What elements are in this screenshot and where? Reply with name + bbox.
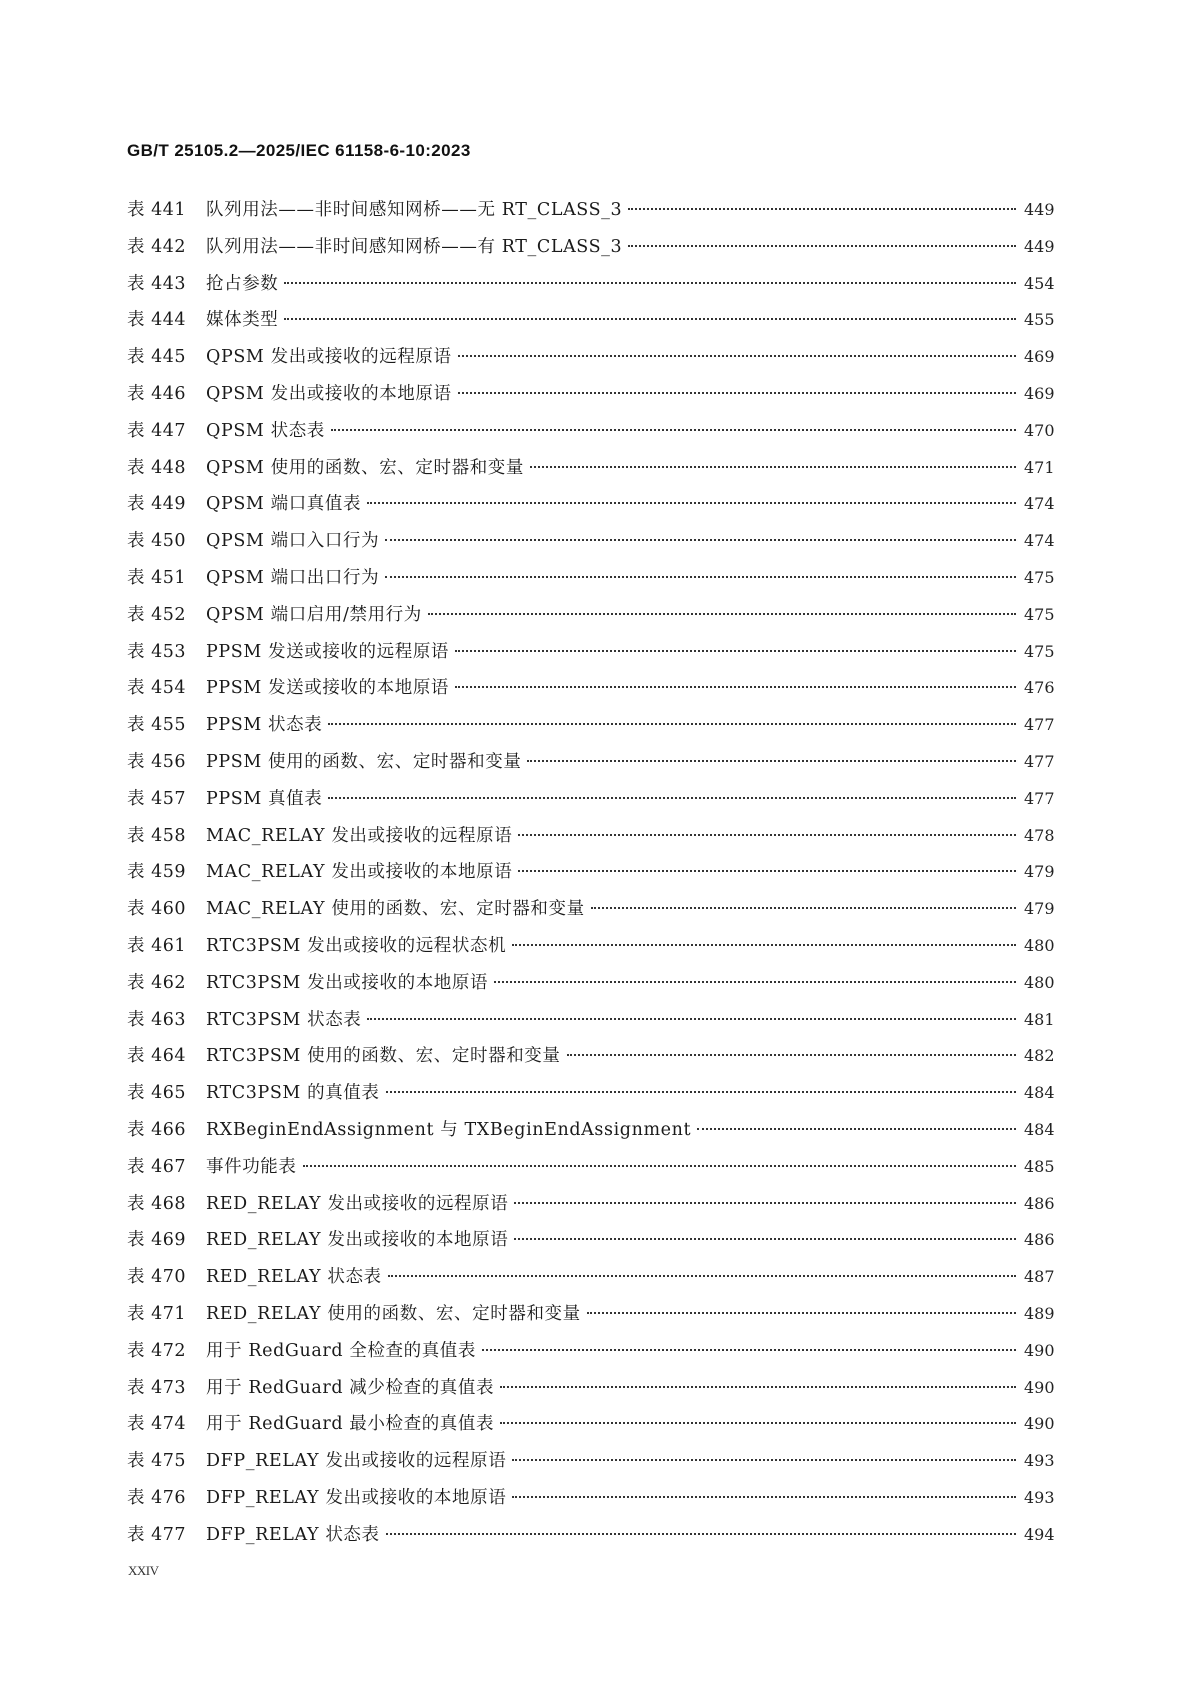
toc-entry-number: 表 469 [127, 1230, 186, 1251]
toc-dot-leader [512, 1444, 1016, 1466]
toc-entry-title: DFP_RELAY 发出或接收的本地原语 [206, 1487, 507, 1508]
toc-entry-page: 489 [1024, 1303, 1055, 1323]
toc-entry[interactable] [127, 1113, 1054, 1150]
toc-entry-title: MAC_RELAY 发出或接收的本地原语 [206, 862, 513, 883]
toc-entry-page: 487 [1024, 1267, 1055, 1287]
toc-entry[interactable] [127, 414, 1054, 451]
toc-entry[interactable] [127, 230, 1054, 267]
toc-dot-leader [386, 1076, 1016, 1098]
toc-entry-number: 表 441 [127, 200, 186, 220]
toc-entry-title: 用于 RedGuard 减少检查的真值表 [206, 1377, 495, 1398]
toc-entry-title: PPSM 真值表 [206, 788, 323, 809]
toc-dot-leader [697, 1113, 1016, 1135]
toc-entry-title: 队列用法——非时间感知网桥——有 RT_CLASS_3 [206, 236, 623, 257]
toc-entry[interactable] [127, 1039, 1054, 1076]
toc-entry-number: 表 448 [127, 457, 186, 478]
toc-entry-page: 484 [1024, 1119, 1055, 1139]
toc-entry-number: 表 464 [127, 1046, 186, 1067]
toc-entry-title: QPSM 状态表 [206, 420, 325, 441]
toc-entry-title: DFP_RELAY 状态表 [206, 1524, 380, 1545]
toc-entry-page: 449 [1024, 236, 1055, 256]
toc-dot-leader [328, 782, 1016, 804]
toc-entry-number: 表 477 [127, 1524, 186, 1545]
toc-entry-number: 表 443 [127, 273, 186, 294]
toc-dot-leader [458, 377, 1016, 399]
toc-entry[interactable] [127, 1371, 1054, 1408]
toc-entry-number: 表 457 [127, 788, 186, 809]
toc-entry[interactable] [127, 1003, 1054, 1040]
toc-entry-number: 表 472 [127, 1340, 186, 1361]
table-of-contents [127, 193, 1054, 1554]
toc-dot-leader [628, 230, 1016, 252]
toc-entry-title: QPSM 端口启用/禁用行为 [206, 604, 422, 625]
toc-dot-leader [284, 267, 1016, 289]
toc-entry-number: 表 474 [127, 1414, 186, 1435]
toc-entry-number: 表 442 [127, 236, 186, 257]
toc-entry-number: 表 465 [127, 1083, 186, 1104]
toc-entry-page: 480 [1024, 972, 1055, 992]
toc-entry-title: QPSM 端口出口行为 [206, 567, 380, 588]
toc-dot-leader [482, 1334, 1016, 1356]
toc-entry-page: 475 [1024, 567, 1055, 587]
toc-entry[interactable] [127, 451, 1054, 488]
toc-dot-leader [591, 892, 1016, 914]
toc-dot-leader [284, 303, 1016, 325]
toc-entry-title: RTC3PSM 状态表 [206, 1009, 362, 1030]
toc-entry-page: 470 [1024, 420, 1055, 440]
toc-entry-page: 455 [1024, 310, 1055, 330]
toc-entry-title: RXBeginEndAssignment 与 TXBeginEndAssignment [206, 1119, 692, 1140]
toc-entry-title: DFP_RELAY 发出或接收的远程原语 [206, 1451, 507, 1472]
toc-entry-title: RTC3PSM 发出或接收的远程状态机 [206, 935, 507, 956]
toc-entry-title: RED_RELAY 发出或接收的远程原语 [206, 1193, 509, 1214]
toc-dot-leader [385, 524, 1016, 546]
toc-entry-page: 477 [1024, 715, 1055, 735]
toc-dot-leader [567, 1039, 1016, 1061]
toc-entry-title: RTC3PSM 使用的函数、宏、定时器和变量 [206, 1046, 561, 1067]
toc-entry-page: 490 [1024, 1377, 1055, 1397]
toc-dot-leader [458, 340, 1016, 362]
toc-entry-page: 454 [1024, 273, 1055, 293]
toc-entry-number: 表 466 [127, 1119, 186, 1140]
toc-entry-page: 474 [1024, 494, 1055, 514]
toc-entry[interactable] [127, 267, 1054, 304]
toc-entry[interactable] [127, 635, 1054, 672]
toc-entry-number: 表 473 [127, 1377, 186, 1398]
toc-dot-leader [331, 414, 1016, 436]
toc-entry-page: 480 [1024, 935, 1055, 955]
toc-entry[interactable] [127, 1407, 1054, 1444]
toc-entry[interactable] [127, 1518, 1054, 1555]
toc-entry-number: 表 468 [127, 1193, 186, 1214]
toc-entry-number: 表 460 [127, 899, 186, 920]
toc-entry-number: 表 459 [127, 862, 186, 883]
toc-entry-number: 表 476 [127, 1487, 186, 1508]
toc-entry-number: 表 475 [127, 1451, 186, 1472]
toc-dot-leader [500, 1371, 1016, 1393]
toc-entry[interactable] [127, 524, 1054, 561]
toc-entry-page: 485 [1024, 1156, 1055, 1176]
toc-entry-number: 表 446 [127, 383, 186, 404]
toc-entry[interactable] [127, 1223, 1054, 1260]
toc-entry-number: 表 450 [127, 531, 186, 552]
toc-entry-page: 477 [1024, 788, 1055, 808]
toc-entry[interactable] [127, 1334, 1054, 1371]
toc-entry[interactable] [127, 892, 1054, 929]
toc-dot-leader [512, 1481, 1016, 1503]
toc-entry-page: 482 [1024, 1046, 1055, 1066]
toc-entry-page: 486 [1024, 1193, 1055, 1213]
toc-entry[interactable] [127, 1444, 1054, 1481]
page-header-standard: GB/T 25105.2—2025/IEC 61158-6-10:2023 [127, 141, 471, 160]
toc-entry[interactable] [127, 819, 1054, 856]
toc-entry-number: 表 445 [127, 347, 186, 368]
toc-entry-title: PPSM 发送或接收的远程原语 [206, 641, 450, 662]
toc-entry-title: 媒体类型 [206, 310, 279, 331]
toc-entry-page: 474 [1024, 531, 1055, 551]
toc-dot-leader [303, 1150, 1017, 1172]
toc-entry-title: MAC_RELAY 发出或接收的远程原语 [206, 825, 513, 846]
toc-entry-title: RTC3PSM 发出或接收的本地原语 [206, 972, 489, 993]
toc-dot-leader [514, 1187, 1016, 1209]
toc-entry[interactable] [127, 929, 1054, 966]
toc-entry-title: RED_RELAY 使用的函数、宏、定时器和变量 [206, 1303, 581, 1324]
toc-dot-leader [587, 1297, 1016, 1319]
toc-entry[interactable] [127, 1297, 1054, 1334]
toc-entry[interactable] [127, 855, 1054, 892]
toc-entry-number: 表 458 [127, 825, 186, 846]
toc-dot-leader [494, 966, 1016, 988]
toc-entry-title: PPSM 使用的函数、宏、定时器和变量 [206, 751, 522, 772]
toc-entry-title: 队列用法——非时间感知网桥——无 RT_CLASS_3 [206, 200, 623, 220]
toc-entry-title: PPSM 状态表 [206, 715, 323, 736]
toc-entry-number: 表 463 [127, 1009, 186, 1030]
toc-dot-leader [530, 451, 1016, 473]
toc-dot-leader [386, 1518, 1016, 1540]
toc-dot-leader [385, 561, 1016, 583]
toc-entry-number: 表 461 [127, 935, 186, 956]
toc-entry[interactable] [127, 1481, 1054, 1518]
toc-entry[interactable] [127, 708, 1054, 745]
toc-entry-title: QPSM 发出或接收的远程原语 [206, 347, 452, 368]
toc-entry-title: PPSM 发送或接收的本地原语 [206, 678, 450, 699]
toc-entry[interactable] [127, 561, 1054, 598]
toc-dot-leader [518, 819, 1016, 841]
page-number: XXIV [128, 1563, 159, 1578]
toc-entry[interactable] [127, 745, 1054, 782]
toc-dot-leader [367, 487, 1016, 509]
toc-entry[interactable] [127, 377, 1054, 414]
toc-entry-number: 表 471 [127, 1303, 186, 1324]
toc-entry[interactable] [127, 487, 1054, 524]
toc-entry-title: RED_RELAY 发出或接收的本地原语 [206, 1230, 509, 1251]
toc-entry[interactable] [127, 1260, 1054, 1297]
toc-entry[interactable] [127, 1187, 1054, 1224]
toc-dot-leader [527, 745, 1016, 767]
toc-entry[interactable] [127, 598, 1054, 635]
toc-entry[interactable] [127, 1150, 1054, 1187]
toc-entry-title: QPSM 端口真值表 [206, 494, 362, 515]
toc-entry[interactable] [127, 782, 1054, 819]
toc-dot-leader [512, 929, 1016, 951]
toc-entry-page: 471 [1024, 457, 1055, 477]
toc-entry-number: 表 454 [127, 678, 186, 699]
toc-entry-page: 475 [1024, 641, 1055, 661]
toc-entry-title: RTC3PSM 的真值表 [206, 1083, 380, 1104]
toc-entry-page: 484 [1024, 1083, 1055, 1103]
toc-dot-leader [455, 671, 1016, 693]
toc-entry-number: 表 452 [127, 604, 186, 625]
toc-entry-title: 事件功能表 [206, 1156, 297, 1177]
toc-entry-page: 493 [1024, 1487, 1055, 1507]
toc-entry-number: 表 455 [127, 715, 186, 736]
toc-entry-page: 479 [1024, 899, 1055, 919]
toc-entry-page: 493 [1024, 1451, 1055, 1471]
toc-entry-page: 475 [1024, 604, 1055, 624]
toc-entry-title: 用于 RedGuard 全检查的真值表 [206, 1340, 477, 1361]
toc-entry[interactable] [127, 671, 1054, 708]
toc-dot-leader [428, 598, 1016, 620]
toc-entry-page: 490 [1024, 1414, 1055, 1434]
toc-entry-number: 表 444 [127, 310, 186, 331]
toc-entry-number: 表 453 [127, 641, 186, 662]
toc-entry-title: QPSM 端口入口行为 [206, 531, 380, 552]
toc-entry-number: 表 470 [127, 1267, 186, 1288]
toc-entry-page: 477 [1024, 751, 1055, 771]
toc-entry-number: 表 462 [127, 972, 186, 993]
toc-entry-page: 479 [1024, 862, 1055, 882]
toc-entry[interactable] [127, 1076, 1054, 1113]
toc-entry-number: 表 456 [127, 751, 186, 772]
toc-entry-title: QPSM 发出或接收的本地原语 [206, 383, 452, 404]
toc-entry-page: 449 [1024, 200, 1055, 219]
toc-dot-leader [367, 1003, 1016, 1025]
toc-entry[interactable] [127, 193, 1054, 230]
toc-entry-number: 表 451 [127, 567, 186, 588]
toc-entry-title: MAC_RELAY 使用的函数、宏、定时器和变量 [206, 899, 585, 920]
toc-entry-page: 494 [1024, 1524, 1055, 1544]
toc-entry-number: 表 449 [127, 494, 186, 515]
toc-entry[interactable] [127, 303, 1054, 340]
toc-entry-page: 481 [1024, 1009, 1055, 1029]
toc-dot-leader [628, 193, 1016, 215]
toc-entry-number: 表 467 [127, 1156, 186, 1177]
toc-entry[interactable] [127, 340, 1054, 377]
toc-entry[interactable] [127, 966, 1054, 1003]
toc-entry-page: 469 [1024, 383, 1055, 403]
toc-entry-page: 490 [1024, 1340, 1055, 1360]
toc-dot-leader [500, 1407, 1016, 1429]
toc-dot-leader [328, 708, 1016, 730]
toc-dot-leader [514, 1223, 1016, 1245]
toc-entry-number: 表 447 [127, 420, 186, 441]
toc-dot-leader [455, 635, 1016, 657]
toc-entry-title: 用于 RedGuard 最小检查的真值表 [206, 1414, 495, 1435]
toc-entry-page: 486 [1024, 1230, 1055, 1250]
toc-entry-title: RED_RELAY 状态表 [206, 1267, 382, 1288]
toc-entry-title: QPSM 使用的函数、宏、定时器和变量 [206, 457, 524, 478]
toc-entry-page: 469 [1024, 347, 1055, 367]
toc-dot-leader [388, 1260, 1016, 1282]
toc-entry-title: 抢占参数 [206, 273, 279, 294]
toc-entry-page: 478 [1024, 825, 1055, 845]
toc-entry-page: 476 [1024, 678, 1055, 698]
toc-dot-leader [518, 855, 1016, 877]
